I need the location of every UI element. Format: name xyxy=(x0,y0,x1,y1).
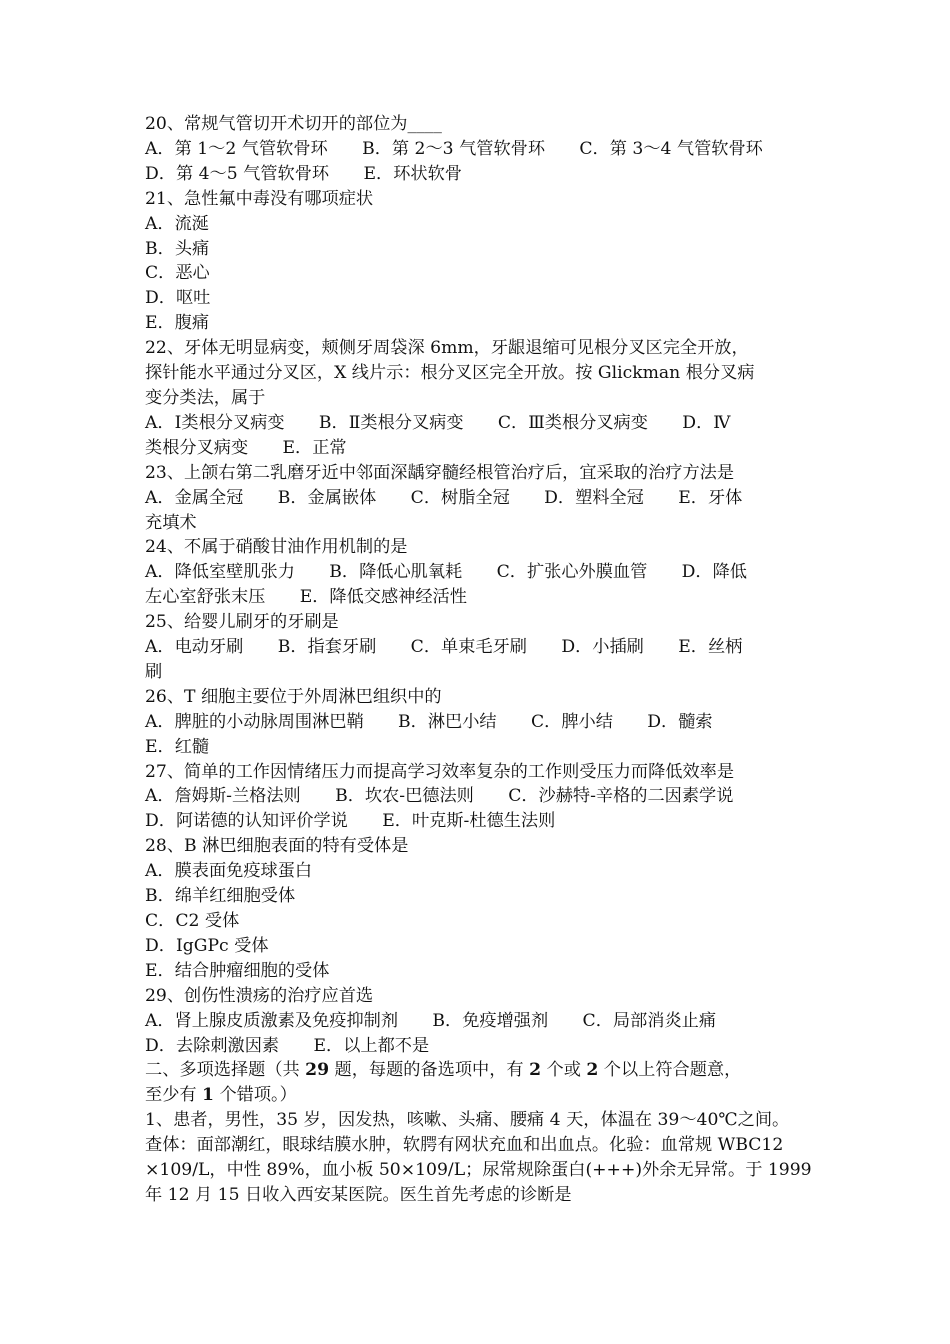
text-line: A．金属全冠 B．金属嵌体 C．树脂全冠 D．塑料全冠 E．牙体 xyxy=(145,487,743,508)
question-1-line: ×109/L，中性 89%，血小板 50×109/L；尿常规除蛋白(+++)外余无异常。于 1999 xyxy=(145,1160,812,1181)
section-heading-line-1: 二、多项选择题（共 29 题，每题的备选项中，有 2 个或 2 个以上符合题意， xyxy=(145,1060,742,1081)
text-line: D．去除刺激因素 E．以上都不是 xyxy=(145,1035,430,1056)
text-line: A．第 1～2 气管软骨环 B．第 2～3 气管软骨环 C．第 3～4 气管软骨环 xyxy=(145,138,763,159)
text-line: C．恶心 xyxy=(145,263,210,284)
text-line: 28、B 淋巴细胞表面的特有受体是 xyxy=(145,836,409,857)
text-line: E．结合肿瘤细胞的受体 xyxy=(145,960,330,981)
text-line: A．Ⅰ类根分叉病变 B．Ⅱ类根分叉病变 C．Ⅲ类根分叉病变 D．Ⅳ xyxy=(145,412,731,433)
text-line: A．膜表面免疫球蛋白 xyxy=(145,861,313,882)
text-line: A．降低室壁肌张力 B．降低心肌氧耗 C．扩张心外膜血管 D．降低 xyxy=(145,562,747,583)
text-line: E．腹痛 xyxy=(145,313,210,334)
text-line: 26、T 细胞主要位于外周淋巴组织中的 xyxy=(145,686,442,707)
text-line: 23、上颌右第二乳磨牙近中邻面深龋穿髓经根管治疗后，宜采取的治疗方法是 xyxy=(145,462,735,483)
text-line: A．电动牙刷 B．指套牙刷 C．单束毛牙刷 D．小插刷 E．丝柄 xyxy=(145,637,743,658)
text-line: 21、急性氟中毒没有哪项症状 xyxy=(145,188,374,209)
text-line: 25、给婴儿刷牙的牙刷是 xyxy=(145,612,339,633)
text-line: 24、不属于硝酸甘油作用机制的是 xyxy=(145,537,408,558)
question-1-line: 1、患者，男性，35 岁，因发热，咳嗽、头痛、腰痛 4 天，体温在 39～40℃之间。 xyxy=(145,1110,790,1131)
text-line: 20、常规气管切开术切开的部位为____ xyxy=(145,114,442,134)
text-line: 变分类法，属于 xyxy=(145,387,266,408)
text-line: A．肾上腺皮质激素及免疫抑制剂 B．免疫增强剂 C．局部消炎止痛 xyxy=(145,1010,717,1031)
document-page xyxy=(145,112,813,1208)
text-line: B．头痛 xyxy=(145,238,210,259)
text-line: E．红髓 xyxy=(145,736,210,757)
text-line: 22、牙体无明显病变，颊侧牙周袋深 6mm，牙龈退缩可见根分叉区完全开放， xyxy=(145,338,749,359)
text-line: A．流涎 xyxy=(145,213,209,234)
text-line: 左心室舒张末压 E．降低交感神经活性 xyxy=(145,587,467,608)
question-list xyxy=(145,112,813,1058)
text-line: D．呕吐 xyxy=(145,288,211,309)
text-line: 27、简单的工作因情绪压力而提高学习效率复杂的工作则受压力而降低效率是 xyxy=(145,761,735,782)
text-line: 刷 xyxy=(145,661,163,682)
text-line: A．脾脏的小动脉周围淋巴鞘 B．淋巴小结 C．脾小结 D．髓索 xyxy=(145,711,713,732)
text-line: 充填术 xyxy=(145,512,197,533)
text-line: D．阿诺德的认知评价学说 E．叶克斯-杜德生法则 xyxy=(145,811,556,832)
text-line: 探针能水平通过分叉区，X 线片示：根分叉区完全开放。按 Glickman 根分叉病 xyxy=(145,363,755,384)
text-line: 类根分叉病变 E．正常 xyxy=(145,437,347,458)
text-line: A．詹姆斯-兰格法则 B．坎农-巴德法则 C．沙赫特-辛格的二因素学说 xyxy=(145,786,734,807)
text-line: B．绵羊红细胞受体 xyxy=(145,886,296,907)
text-line: C．C2 受体 xyxy=(145,911,240,931)
text-line: D．第 4～5 气管软骨环 E．环状软骨 xyxy=(145,163,462,184)
text-line: 29、创伤性溃疡的治疗应首选 xyxy=(145,985,374,1006)
question-1-line: 查体：面部潮红，眼球结膜水肿，软腭有网状充血和出血点。化验：血常规 WBC12 xyxy=(145,1135,784,1156)
question-1-line: 年 12 月 15 日收入西安某医院。医生首先考虑的诊断是 xyxy=(145,1184,572,1205)
text-line: D．IgGPc 受体 xyxy=(145,935,269,956)
section-heading-line-2: 至少有 1 个错项。） xyxy=(145,1085,297,1106)
